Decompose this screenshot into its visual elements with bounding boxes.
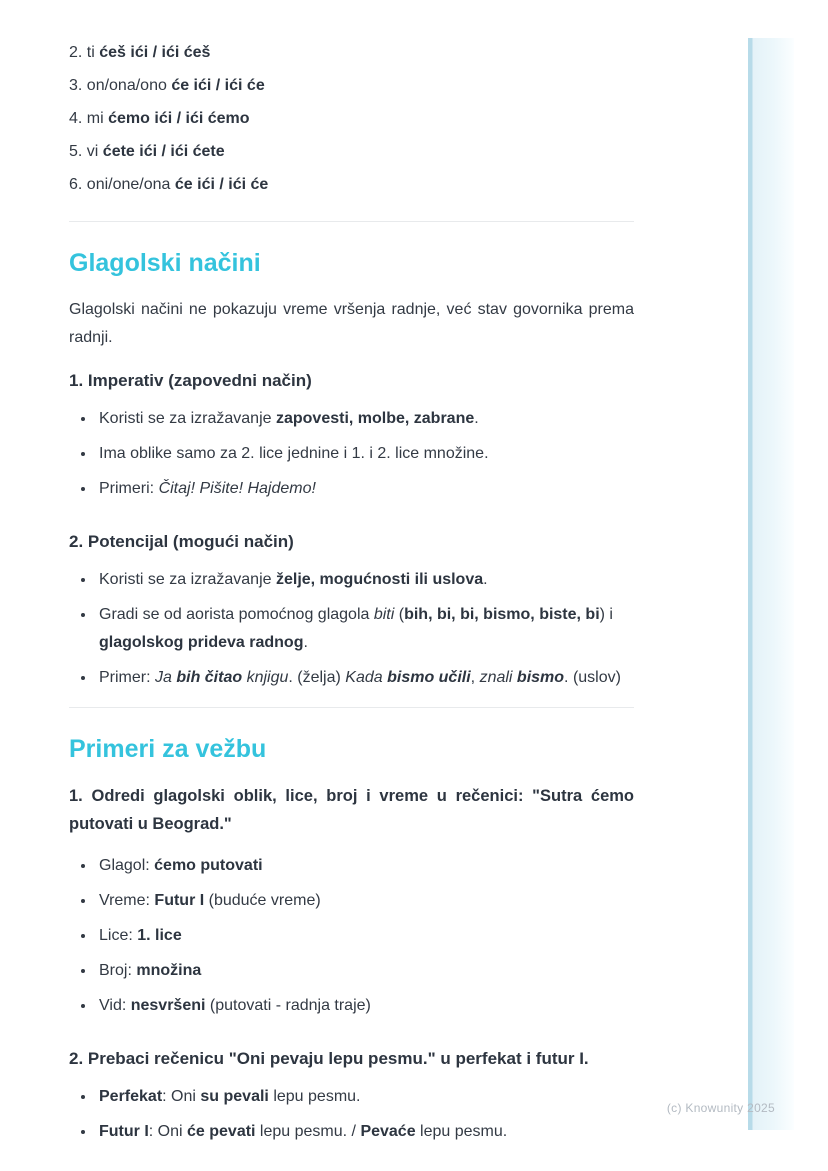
section-divider bbox=[69, 221, 634, 222]
exercise2-bullet-list bbox=[69, 1082, 634, 1146]
bullet-item: • Ima oblike samo za 2. lice jednine i 1. i 2. lice množine. bbox=[96, 439, 634, 468]
bullet-item: • Gradi se od aorista pomoćnog glagola biti (bih, bi, bi, bismo, biste, bi) i glagolskog prideva radnog. bbox=[96, 600, 634, 657]
futur-list-item: 4. mi ćemo ići / ići ćemo bbox=[69, 110, 250, 127]
futur-list-item: 3. on/ona/ono će ići / ići će bbox=[69, 77, 265, 94]
section-title-primeri-za-vezbu: Primeri za vežbu bbox=[69, 735, 267, 763]
exercise1-heading: 1. Odredi glagolski oblik, lice, broj i vreme u rečenici: "Sutra ćemo putovati u Beograd." bbox=[69, 787, 634, 833]
section-divider bbox=[69, 707, 634, 708]
futur-list-item: 5. vi ćete ići / ići ćete bbox=[69, 143, 225, 160]
bullet-item: • Primeri: Čitaj! Pišite! Hajdemo! bbox=[96, 474, 634, 503]
futur-conjugation-list bbox=[69, 0, 634, 194]
bullet-item: • Vreme: Futur I (buduće vreme) bbox=[96, 886, 634, 915]
potencijal-heading: 2. Potencijal (mogući način) bbox=[69, 532, 294, 551]
bullet-item: • Vid: nesvršeni (putovati - radnja traje) bbox=[96, 991, 634, 1020]
bullet-item: • Primer: Ja bih čitao knjigu. (želja) Kada bismo učili, znali bismo. (uslov) bbox=[96, 663, 634, 692]
imperativ-heading: 1. Imperativ (zapovedni način) bbox=[69, 371, 312, 390]
section-title-glagolski-nacini: Glagolski načini bbox=[69, 249, 261, 277]
bullet-item: • Lice: 1. lice bbox=[96, 921, 634, 950]
bullet-item: • Futur I: Oni će pevati lepu pesmu. / Pevaće lepu pesmu. bbox=[96, 1117, 634, 1146]
bullet-item: • Koristi se za izražavanje želje, mogućnosti ili uslova. bbox=[96, 565, 634, 594]
futur-list-item: 6. oni/one/ona će ići / ići će bbox=[69, 176, 269, 193]
bullet-item: • Perfekat: Oni su pevali lepu pesmu. bbox=[96, 1082, 634, 1111]
bullet-item: • Koristi se za izražavanje zapovesti, molbe, zabrane. bbox=[96, 404, 634, 433]
document-content bbox=[69, 0, 634, 1152]
exercise2-heading: 2. Prebaci rečenicu "Oni pevaju lepu pesmu." u perfekat i futur I. bbox=[69, 1049, 589, 1068]
exercise1-bullet-list bbox=[69, 851, 634, 1020]
potencijal-bullet-list bbox=[69, 565, 634, 692]
footer-copyright: (c) Knowunity 2025 bbox=[666, 1101, 775, 1115]
imperativ-bullet-list bbox=[69, 404, 634, 503]
bullet-item: • Glagol: ćemo putovati bbox=[96, 851, 634, 880]
page-edge-highlight-bar bbox=[748, 38, 794, 1130]
futur-list-item: 2. ti ćeš ići / ići ćeš bbox=[69, 44, 211, 61]
moods-intro-paragraph: Glagolski načini ne pokazuju vreme vršenja radnje, već stav govornika prema radnji. bbox=[69, 301, 634, 346]
bullet-item: • Broj: množina bbox=[96, 956, 634, 985]
